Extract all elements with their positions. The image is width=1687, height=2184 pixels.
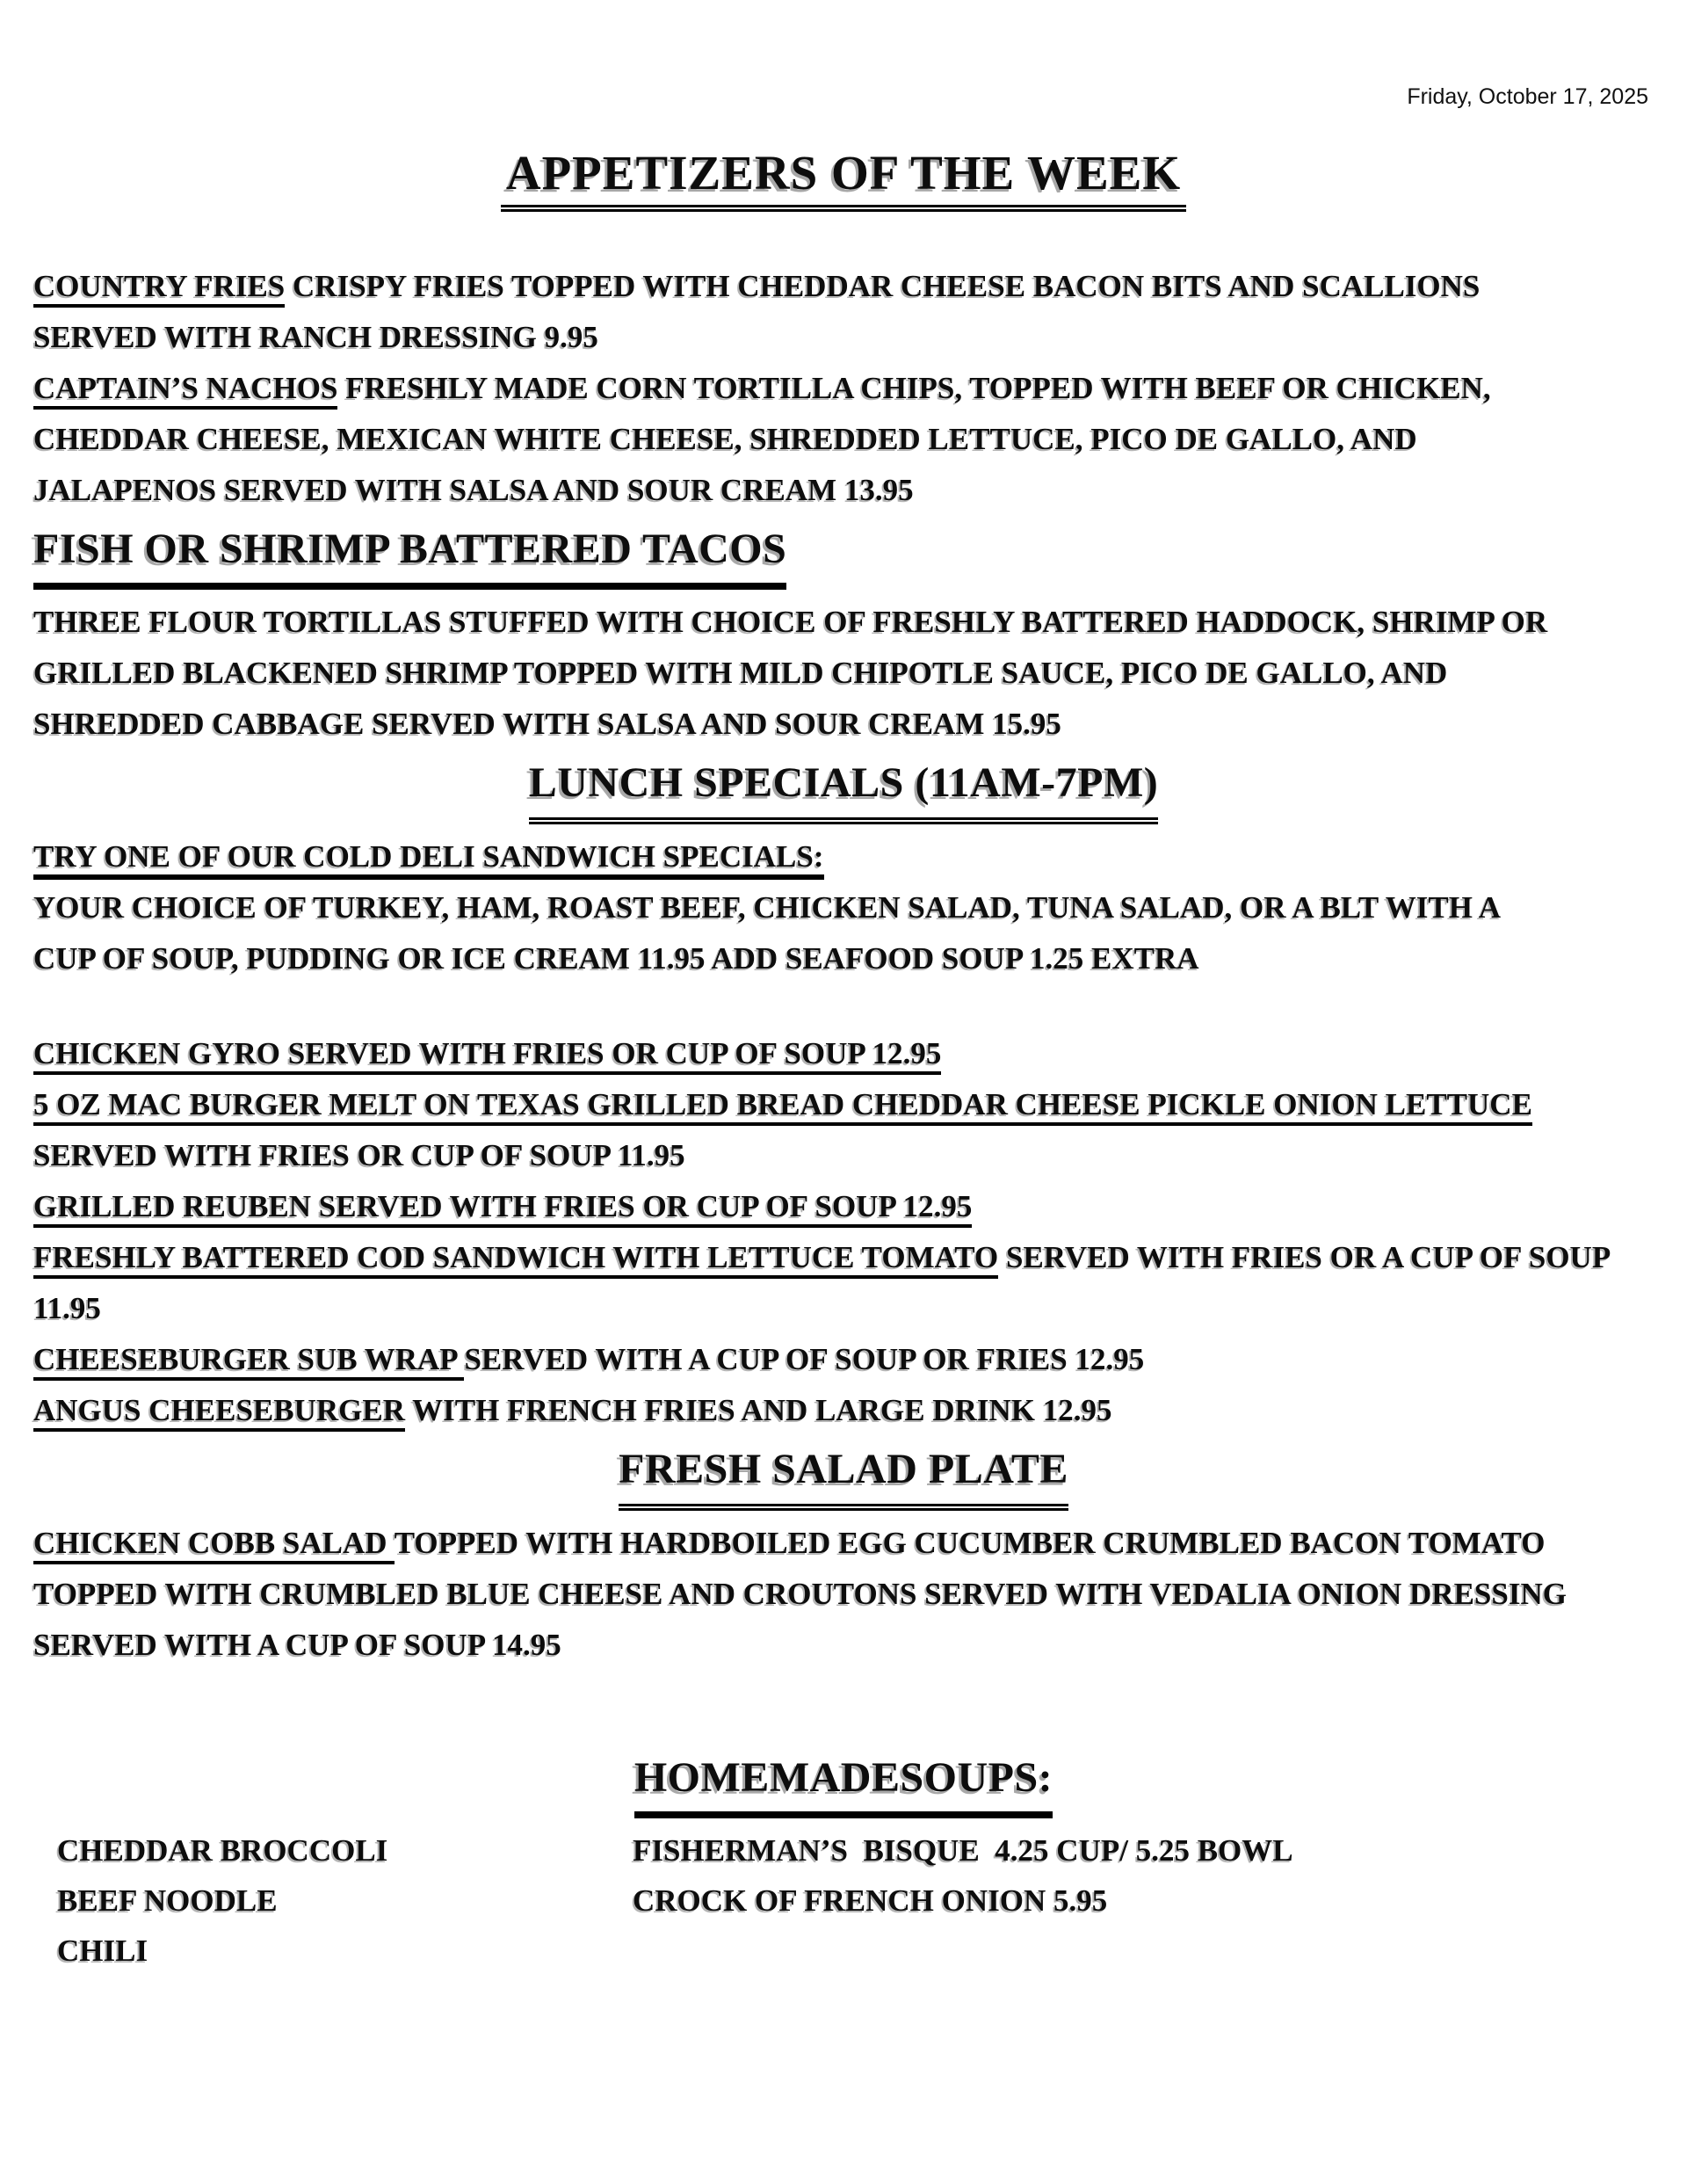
soup-name-left: CHEDDAR BROCCOLI bbox=[57, 1833, 388, 1868]
item-tacos-line1 bbox=[33, 597, 1654, 648]
menu-item-name: 5 OZ MAC BURGER MELT ON TEXAS GRILLED BREAD CHEDDAR CHEESE PICKLE ONION LETTUCE bbox=[33, 1087, 1532, 1126]
appetizers-title: APPETIZERS OF THE WEEK bbox=[501, 145, 1186, 212]
menu-item-text: WITH FRENCH FRIES AND LARGE DRINK 12.95 bbox=[405, 1393, 1112, 1427]
item-chicken-gyro bbox=[33, 1028, 1654, 1079]
menu-item-text: 11.95 bbox=[33, 1291, 101, 1325]
item-country-fries-line2 bbox=[33, 312, 1654, 363]
soups-columns bbox=[33, 1825, 1654, 1976]
menu-item-name: CAPTAIN’S NACHOS bbox=[33, 371, 337, 410]
lunch-specials-heading: LUNCH SPECIALS (11AM-7PM) bbox=[529, 752, 1159, 824]
soup-name-right bbox=[633, 1926, 1654, 1976]
menu-content bbox=[0, 212, 1687, 1976]
homemade-soups-heading-row bbox=[33, 1747, 1654, 1818]
item-tacos-line2 bbox=[33, 648, 1654, 699]
menu-item-name: GRILLED REUBEN SERVED WITH FRIES OR CUP OF SOUP 12.95 bbox=[33, 1189, 972, 1228]
item-captains-nachos-line3 bbox=[33, 465, 1654, 516]
spacer bbox=[33, 1671, 1654, 1745]
deli-sandwich-subheading bbox=[33, 831, 1654, 882]
menu-item-text: SHREDDED CABBAGE SERVED WITH SALSA AND SOUR CREAM 15.95 bbox=[33, 707, 1061, 741]
item-captains-nachos-line2 bbox=[33, 414, 1654, 465]
soup-name-right: FISHERMAN’S BISQUE 4.25 CUP/ 5.25 BOWL bbox=[633, 1833, 1293, 1868]
menu-item-name: COUNTRY FRIES bbox=[33, 269, 285, 308]
menu-item-text: THREE FLOUR TORTILLAS STUFFED WITH CHOICE OF FRESHLY BATTERED HADDOCK, SHRIMP OR bbox=[33, 605, 1548, 639]
menu-item-text: CHEDDAR CHEESE, MEXICAN WHITE CHEESE, SHREDDED LETTUCE, PICO DE GALLO, AND bbox=[33, 422, 1417, 456]
menu-item-text: YOUR CHOICE OF TURKEY, HAM, ROAST BEEF, CHICKEN SALAD, TUNA SALAD, OR A BLT WITH A bbox=[33, 890, 1502, 925]
deli-sandwich-line1 bbox=[33, 882, 1654, 933]
item-angus-cheeseburger bbox=[33, 1385, 1654, 1436]
menu-item-name: CHEESEBURGER SUB WRAP bbox=[33, 1342, 464, 1381]
item-mac-burger-melt bbox=[33, 1079, 1654, 1130]
fish-or-shrimp-tacos-heading-row bbox=[33, 519, 1654, 590]
document-date: Friday, October 17, 2025 bbox=[1407, 84, 1648, 109]
menu-item-name: CHICKEN GYRO SERVED WITH FRIES OR CUP OF SOUP 12.95 bbox=[33, 1036, 941, 1075]
item-chicken-cobb-salad-line3 bbox=[33, 1620, 1654, 1671]
menu-item-text: SERVED WITH FRIES OR CUP OF SOUP 11.95 bbox=[33, 1138, 685, 1172]
menu-item-name: CHICKEN COBB SALAD bbox=[33, 1526, 395, 1564]
item-grilled-reuben bbox=[33, 1181, 1654, 1232]
lunch-specials-heading-row bbox=[33, 752, 1654, 824]
menu-item-text: TOPPED WITH HARDBOILED EGG CUCUMBER CRUMBLED BACON TOMATO bbox=[394, 1526, 1546, 1560]
item-tacos-line3 bbox=[33, 699, 1654, 750]
menu-item-text: SERVED WITH A CUP OF SOUP 14.95 bbox=[33, 1628, 561, 1662]
deli-sandwich-line2 bbox=[33, 933, 1654, 984]
menu-item-text: SERVED WITH A CUP OF SOUP OR FRIES 12.95 bbox=[464, 1342, 1145, 1376]
soup-name-left: BEEF NOODLE bbox=[57, 1883, 278, 1918]
fresh-salad-plate-heading-row bbox=[33, 1439, 1654, 1511]
soup-name-left: CHILI bbox=[57, 1934, 148, 1968]
item-captains-nachos bbox=[33, 363, 1654, 414]
spacer bbox=[33, 984, 1654, 1028]
item-country-fries bbox=[33, 261, 1654, 312]
title-row bbox=[0, 145, 1687, 212]
menu-item-text: JALAPENOS SERVED WITH SALSA AND SOUR CREAM 13.95 bbox=[33, 473, 914, 507]
menu-item-name: TRY ONE OF OUR COLD DELI SANDWICH SPECIALS: bbox=[33, 839, 824, 880]
menu-item-name: ANGUS CHEESEBURGER bbox=[33, 1393, 405, 1432]
fish-or-shrimp-tacos-heading: FISH OR SHRIMP BATTERED TACOS bbox=[33, 519, 786, 590]
menu-item-name: FRESHLY BATTERED COD SANDWICH WITH LETTUCE TOMATO bbox=[33, 1240, 998, 1279]
menu-item-text: SERVED WITH FRIES OR A CUP OF SOUP bbox=[998, 1240, 1611, 1274]
fresh-salad-plate-heading: FRESH SALAD PLATE bbox=[619, 1439, 1068, 1511]
item-battered-cod-sandwich-line2 bbox=[33, 1283, 1654, 1334]
item-chicken-cobb-salad bbox=[33, 1518, 1654, 1569]
menu-item-text: GRILLED BLACKENED SHRIMP TOPPED WITH MILD CHIPOTLE SAUCE, PICO DE GALLO, AND bbox=[33, 656, 1448, 690]
menu-item-text: SERVED WITH RANCH DRESSING 9.95 bbox=[33, 320, 598, 354]
menu-item-text: CUP OF SOUP, PUDDING OR ICE CREAM 11.95 ADD SEAFOOD SOUP 1.25 EXTRA bbox=[33, 941, 1199, 976]
menu-item-text: TOPPED WITH CRUMBLED BLUE CHEESE AND CROUTONS SERVED WITH VEDALIA ONION DRESSING bbox=[33, 1577, 1567, 1611]
item-cheeseburger-sub-wrap bbox=[33, 1334, 1654, 1385]
item-chicken-cobb-salad-line2 bbox=[33, 1569, 1654, 1620]
item-mac-burger-melt-line2 bbox=[33, 1130, 1654, 1181]
homemade-soups-heading: HOMEMADESOUPS: bbox=[634, 1747, 1053, 1818]
item-battered-cod-sandwich bbox=[33, 1232, 1654, 1283]
menu-item-text: FRESHLY MADE CORN TORTILLA CHIPS, TOPPED WITH BEEF OR CHICKEN, bbox=[337, 371, 1491, 405]
soup-name-right: CROCK OF FRENCH ONION 5.95 bbox=[633, 1883, 1108, 1918]
menu-item-text: CRISPY FRIES TOPPED WITH CHEDDAR CHEESE BACON BITS AND SCALLIONS bbox=[285, 269, 1481, 303]
